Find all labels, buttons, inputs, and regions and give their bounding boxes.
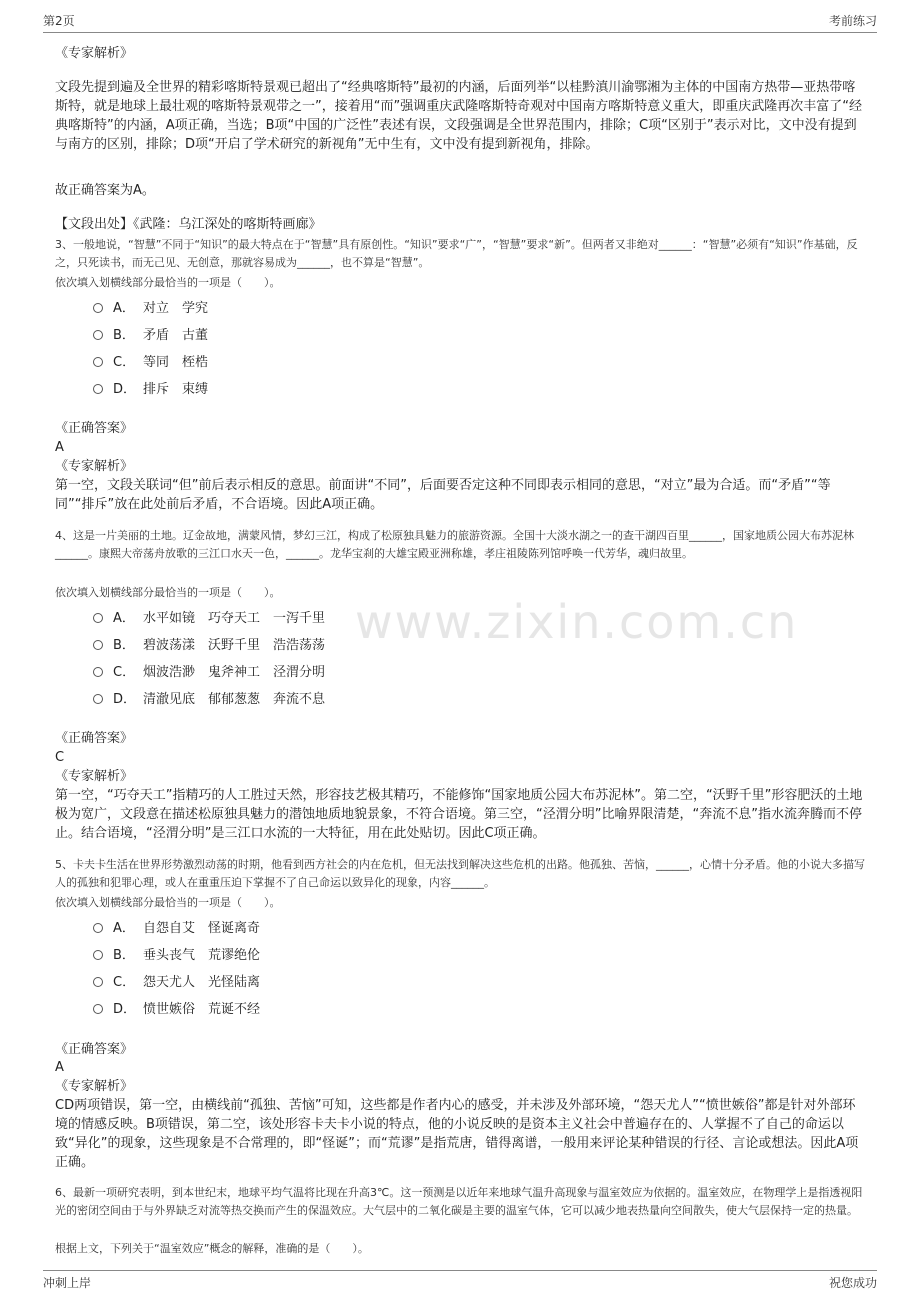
radio-icon[interactable]: [93, 923, 103, 933]
q4-prompt: 依次填入划横线部分最恰当的一项是（ ）。: [55, 586, 281, 599]
q3-option-d[interactable]: D． 排斥 束缚: [93, 377, 208, 397]
watermark: www.zixin.com.cn: [355, 595, 799, 649]
q3-answer-label: 《正确答案》: [55, 421, 134, 436]
footer-right: 祝您成功: [828, 1276, 877, 1290]
q5-answer: A: [55, 1060, 64, 1075]
header-title: 考前练习: [828, 14, 877, 28]
q3-option-a[interactable]: A． 对立 学究: [93, 296, 208, 316]
q4-stem: 4、这是一片美丽的土地。辽金故地，满蒙风情，梦幻三江，构成了松原独具魅力的旅游资源。全国十大淡水湖之一的查干湖四百里______，国家地质公园大布苏泥林______。康熙大帝荡舟放歌的三江口水天一色，______。龙华宝刹的大雄宝殿亚洲称雄，孝庄祖陵陈列馆呼唤一代芳华，魂归故里。: [55, 529, 854, 560]
q4-answer-label: 《正确答案》: [55, 731, 134, 746]
q3-stem: 3、一般地说，“智慧”不同于“知识”的最大特点在于“智慧”具有原创性。“知识”要求“广”，“智慧”要求“新”。但两者又非绝对______：“智慧”必须有“知识”作基础，反之，只死读书，而无己见、无创意，那就容易成为______，也不算是“智慧”。: [55, 238, 858, 269]
q5-option-d[interactable]: D． 愤世嫉俗 荒诞不经: [93, 997, 260, 1017]
q5-prompt: 依次填入划横线部分最恰当的一项是（ ）。: [55, 896, 281, 909]
q3-answer: A: [55, 440, 64, 455]
q4-option-b[interactable]: B． 碧波荡漾 沃野千里 浩浩荡荡: [93, 633, 325, 653]
q3-option-c[interactable]: C． 等同 桎梏: [93, 350, 208, 370]
page-header: [43, 12, 877, 33]
radio-icon[interactable]: [93, 330, 103, 340]
q2-analysis: 文段先提到遍及全世界的精彩喀斯特景观已超出了“经典喀斯特”最初的内涵，后面列举“以桂黔滇川渝鄂湘为主体的中国南方热带—亚热带喀斯特，就是地球上最壮观的喀斯特景观带之一”，接着用“而”强调重庆武隆喀斯特奇观对中国南方喀斯特意义重大，即重庆武隆再次丰富了“经典喀斯特”的内涵，A项正确，当选；B项“中国的广泛性”表述有误，文段强调是全世界范围内，排除；C项“区别于”表示对比，文中没有提到与南方的区别，排除；D项“开启了学术研究的新视角”无中生有，文中没有提到新视角，排除。: [55, 80, 862, 152]
q6-stem: 6、最新一项研究表明，到本世纪末，地球平均气温将比现在升高3℃。这一预测是以近年来地球气温升高现象与温室效应为依据的。温室效应，在物理学上是指透视阳光的密闭空间由于与外界缺乏对流等热交换而产生的保温效应。大气层中的二氧化碳是主要的温室气体，它可以减少地表热量向空间散失，使大气层保持一定的热量。: [55, 1186, 863, 1217]
q3-option-b[interactable]: B． 矛盾 古董: [93, 323, 208, 343]
q5-analysis: CD两项错误，第一空，由横线前“孤独、苦恼”可知，这些都是作者内心的感受，并未涉及外部环境，“怨天尤人”“愤世嫉俗”都是针对外部环境的情感反映。B项错误，第二空，该处形容卡夫卡小说的特点，他的小说反映的是资本主义社会中普遍存在的、人掌握不了自己的命运以致“异化”的现象，这些现象是不合常理的，即“怪诞”；而“荒谬”是指荒唐，错得离谱，一般用来评论某种错误的行径、言论或想法。因此A项正确。: [55, 1098, 859, 1170]
radio-icon[interactable]: [93, 303, 103, 313]
q3-analysis: 第一空，文段关联词“但”前后表示相反的意思。前面讲“不同”，后面要否定这种不同即表示相同的意思，“对立”最为合适。而“矛盾”“等同”“排斥”放在此处前后矛盾，不合语境。因此A项正确。: [55, 478, 831, 512]
radio-icon[interactable]: [93, 950, 103, 960]
page-footer: [43, 1270, 877, 1292]
radio-icon[interactable]: [93, 640, 103, 650]
q3-analysis-label: 《专家解析》: [55, 459, 134, 474]
q2-source: 【文段出处】《武隆：乌江深处的喀斯特画廊》: [55, 217, 322, 232]
radio-icon[interactable]: [93, 613, 103, 623]
q4-option-a[interactable]: A． 水平如镜 巧夺天工 一泻千里: [93, 606, 325, 626]
q4-option-c[interactable]: C． 烟波浩渺 鬼斧神工 泾渭分明: [93, 660, 325, 680]
radio-icon[interactable]: [93, 384, 103, 394]
q6-prompt: 根据上文，下列关于“温室效应”概念的解释，准确的是（ ）。: [55, 1242, 369, 1255]
q4-option-d[interactable]: D． 清澈见底 郁郁葱葱 奔流不息: [93, 687, 325, 707]
q5-answer-label: 《正确答案》: [55, 1042, 134, 1057]
footer-left: 冲刺上岸: [43, 1276, 92, 1290]
q2-conclusion: 故正确答案为A。: [55, 183, 155, 198]
page-number: 第2页: [43, 14, 75, 28]
q3-prompt: 依次填入划横线部分最恰当的一项是（ ）。: [55, 276, 281, 289]
radio-icon[interactable]: [93, 977, 103, 987]
q4-answer: C: [55, 750, 65, 765]
radio-icon[interactable]: [93, 694, 103, 704]
q5-analysis-label: 《专家解析》: [55, 1079, 134, 1094]
radio-icon[interactable]: [93, 357, 103, 367]
q4-analysis: 第一空，“巧夺天工”指精巧的人工胜过天然，形容技艺极其精巧，不能修饰“国家地质公园大布苏泥林”。第二空，“沃野千里”形容肥沃的土地极为宽广，文段意在描述松原独具魅力的潜蚀地质地貌景象，不符合语境。第三空，“泾渭分明”比喻界限清楚，“奔流不息”指水流奔腾而不停止。结合语境，“泾渭分明”是三江口水流的一大特征，用在此处贴切。因此C项正确。: [55, 788, 863, 841]
q5-option-c[interactable]: C． 怨天尤人 光怪陆离: [93, 970, 260, 990]
q5-stem: 5、卡夫卡生活在世界形势激烈动荡的时期，他看到西方社会的内在危机，但无法找到解决这些危机的出路。他孤独、苦恼，______，心情十分矛盾。他的小说大多描写人的孤独和犯罪心理，或人在重重压迫下掌握不了自己命运以致异化的现象，内容______。: [55, 858, 865, 889]
q2-analysis-label: 《专家解析》: [55, 46, 134, 61]
radio-icon[interactable]: [93, 667, 103, 677]
q5-option-b[interactable]: B． 垂头丧气 荒谬绝伦: [93, 943, 260, 963]
q5-option-a[interactable]: A． 自怨自艾 怪诞离奇: [93, 916, 260, 936]
radio-icon[interactable]: [93, 1004, 103, 1014]
q4-analysis-label: 《专家解析》: [55, 769, 134, 784]
